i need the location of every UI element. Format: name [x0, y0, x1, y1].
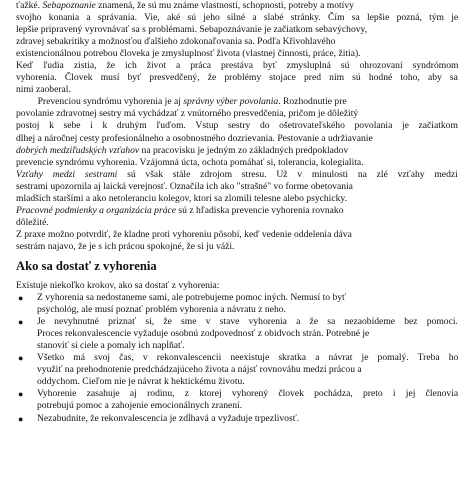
paragraph-self-knowledge-line: nimi zaoberal.: [16, 84, 71, 96]
bullet-icon: ●: [18, 317, 24, 328]
paragraph-prevention: [16, 96, 458, 253]
document-page: [16, 0, 458, 425]
bullet-icon: ●: [18, 353, 24, 364]
paragraph-prevention-line: sestrám najavo, že je s ich prácou spokojné, že si ju váži.: [16, 240, 235, 252]
paragraph-prevention-line: mladších staršími a ako netoleranciu kolegov, ktorí sa zlomili telesne alebo psychicky.: [16, 192, 347, 204]
list-item-line: stanoviť si ciele a pomaly ich napĺňať.: [37, 340, 185, 352]
paragraph-self-knowledge-line: zdravej sebakritiky a možnosťou ďalšieho zdokonaľovania sa. Podľa Křivohlavého: [16, 36, 336, 48]
paragraph-prevention-line: Z praxe možno potvrdiť, že kladne proti vyhoreniu pôsobí, keď vedenie oddelenia dáva: [16, 228, 352, 240]
paragraph-prevention-line: dlhej a náročnej cesty profesionálneho a osobnostného dozrievania. Pestovanie a udržiavanie: [16, 132, 373, 144]
list-item-line: Nezabudnite, že rekonvalescencia je zdĺhavá a vyžaduje trpezlivosť.: [37, 412, 300, 424]
paragraph-prevention-line: Pracovné podmienky a organizácia práce sú z hľadiska prevencie vyhorenia rovnako: [16, 204, 344, 216]
paragraph-prevention-line: sestrami upozornila aj laická verejnosť. Označila ich ako "strašné" vo forme obetovania: [16, 180, 353, 192]
paragraph-self-knowledge: [16, 0, 458, 96]
bullet-icon: ●: [18, 293, 24, 304]
list-item-line: Je nevyhnutné priznať si, že sme v stave vyhorenia a že sa nezaobídeme bez pomoci.: [37, 316, 458, 328]
paragraph-self-knowledge-line: svojho konania a správania. Vie, aké sú jeho silné a slabé stránky. Čím sa lepšie pozná, tým je: [16, 12, 458, 24]
list-item-line: Všetko má svoj čas, v rekonvalescencii neexistuje skratka a návrat je pomalý. Treba ho: [37, 352, 458, 364]
paragraph-prevention-line: Prevenciou syndrómu vyhorenia je aj správny výber povolania. Rozhodnutie pre: [16, 96, 347, 108]
paragraph-prevention-line: prevencie syndrómu vyhorenia. Vzájomná úcta, ochota pomáhať si, tolerancia, kolegialita.: [16, 156, 364, 168]
list-item-line: potrebujú pomoc a zahojenie emocionálnych zranení.: [37, 400, 243, 412]
paragraph-prevention-line: dôležité.: [16, 216, 49, 228]
list-item: [16, 316, 458, 352]
paragraph-prevention-line: dobrých medziľudských vzťahov na pracovisku je jedným zo základných predpokladov: [16, 144, 349, 156]
list-item-line: Proces rekonvalescencie vyžaduje osobnú zodpovednosť z obidvoch strán. Potrebné je: [37, 328, 370, 340]
list-intro: Existuje niekoľko krokov, ako sa dostať z vyhorenia:: [16, 279, 220, 291]
paragraph-self-knowledge-line: lepšie pripravený vyrovnávať sa s problémami. Sebapoznávanie je začiatkom sebavýchovy,: [16, 24, 368, 36]
list-item-line: Vyhorenie zasahuje aj rodinu, z ktorej vyhorený človek pochádza, preto i jej členovia: [37, 388, 458, 400]
paragraph-prevention-line: Vzťahy medzi sestrami sú však stále zdrojom stresu. Už v minulosti na zlé vzťahy medzi: [16, 168, 458, 180]
list-item-line: oddychom. Cieľom nie je návrat k hektickému životu.: [37, 376, 245, 388]
list-item-line: Z vyhorenia sa nedostaneme sami, ale potrebujeme pomoc iných. Nemusí to byť: [37, 292, 347, 304]
paragraph-self-knowledge-line: Keď ľudia zistia, že ich život a práca prestáva byť zmysluplná sú ohrozovaní syndrómom: [16, 60, 458, 72]
paragraph-self-knowledge-line: ťažké. Sebapoznanie znamená, že sú mu známe vlastnosti, schopnosti, potreby a motívy: [16, 0, 354, 11]
list-item-line: psychológ, ale musí poznať problém vyhorenia a návratu z neho.: [37, 304, 286, 316]
paragraph-prevention-line: povolanie zdravotnej sestry má vychádzať z vnútorného presvedčenia, pričom je dôležitý: [16, 108, 359, 120]
list-item: [16, 388, 458, 412]
list-item: [16, 352, 458, 388]
list-item-line: využiť na prehodnotenie predchádzajúceho života a nájsť rovnováhu medzi prácou a: [37, 364, 362, 376]
bullet-icon: ●: [18, 389, 24, 400]
steps-list: [16, 292, 458, 425]
section-heading: Ako sa dostať z vyhorenia: [16, 258, 157, 273]
list-item: [16, 292, 458, 316]
paragraph-prevention-line: postoj k sebe i k druhým ľuďom. Vstup sestry do ošetrovateľského povolania je začiatkom: [16, 120, 458, 132]
bullet-icon: ●: [18, 413, 24, 424]
paragraph-self-knowledge-line: existencionálnou potrebou človeka je zmysluplnosť života (vlastnej činnosti, práce, žitia).: [16, 48, 361, 60]
paragraph-self-knowledge-line: vyhorenia. Človek musí byť presvedčený, že problémy stojace pred ním sú hodné toho, aby sa: [16, 72, 458, 84]
list-item: [16, 413, 458, 425]
